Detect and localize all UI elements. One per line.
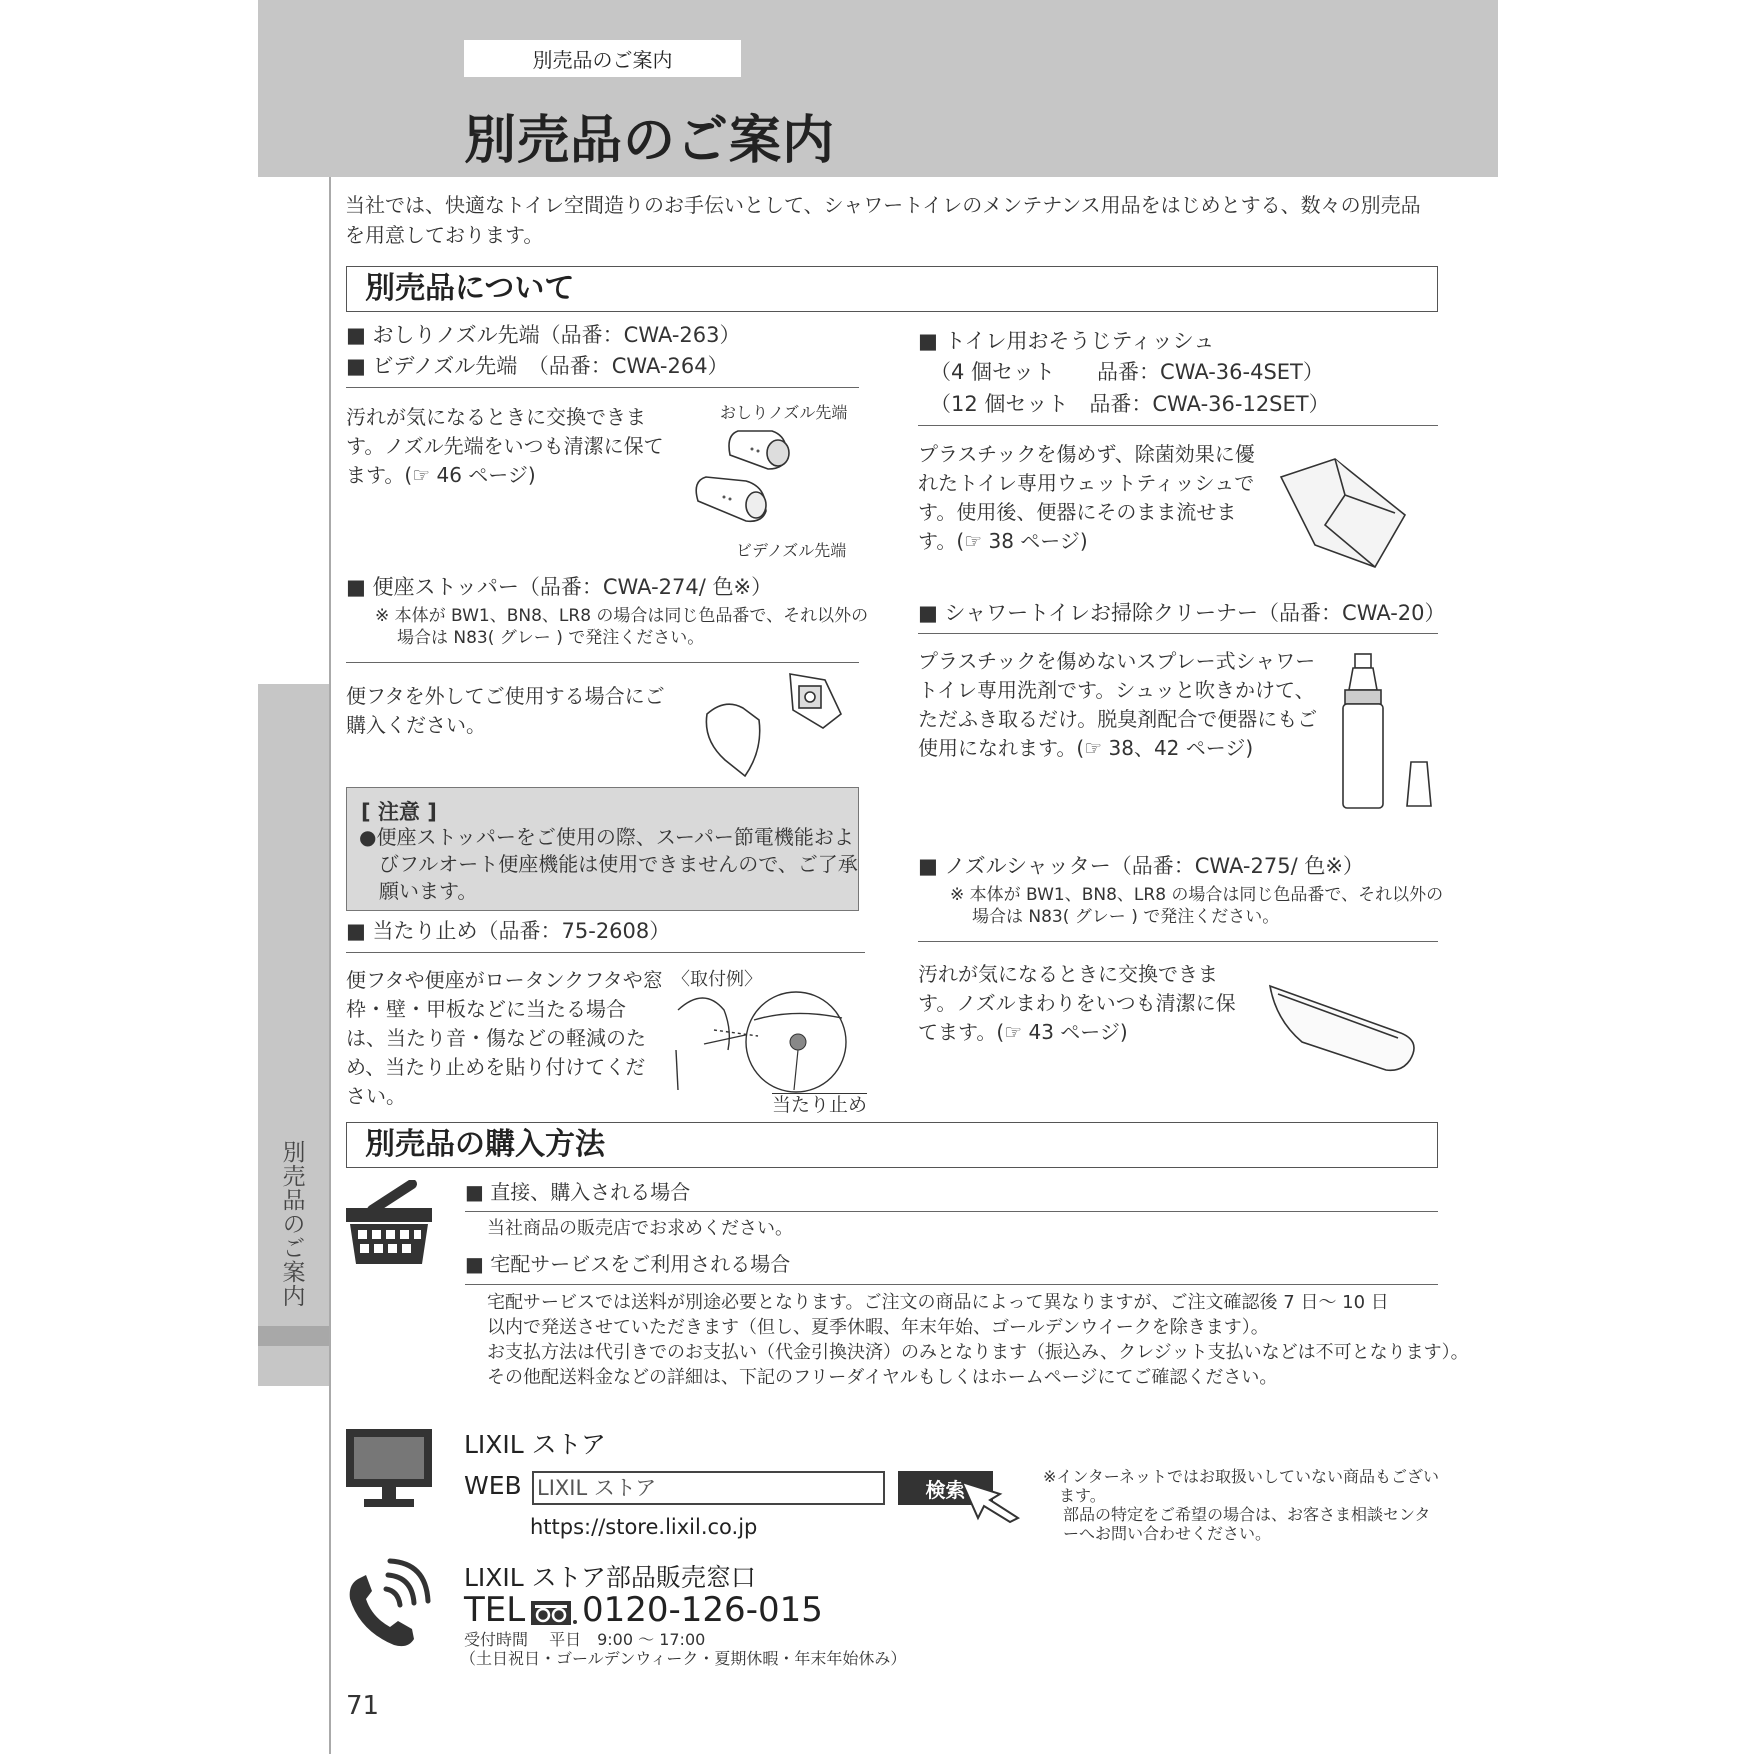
delivery-line: 宅配サービスでは送料が別途必要となります。ご注文の商品によって異なりますが、ご注文確認後 7 日～ 10 日	[487, 1292, 1389, 1313]
bumper-example-label: 〈取付例〉	[672, 969, 762, 990]
intro-text: 当社では、快適なトイレ空間造りのお手伝いとして、シャワートイレのメンテナンス用品をはじめとする、数々の別売品を用意しております。	[345, 193, 1421, 247]
shutter-note: ※ 本体が BW1、BN8、LR8 の場合は同じ色品番で、それ以外の場合は N83( グレー ) で発注ください。	[950, 885, 1444, 927]
store-note-1: ※インターネットではお取扱いしていない商品もございます。	[1043, 1467, 1439, 1505]
tissue-12set: （12 個セット 品番：CWA-36-12SET）	[930, 392, 1330, 416]
side-tab-stripe	[258, 1326, 329, 1346]
oshiri-label: おしりノズル先端	[720, 403, 848, 422]
nozzle-tips-illustration	[690, 425, 820, 537]
left-rule	[329, 177, 331, 1754]
page-number: 71	[346, 1691, 380, 1721]
caution-text: ●便座ストッパーをご使用の際、スーパー節電機能およびフルオート便座機能は使用できませんので、ご了承願います。	[359, 825, 858, 903]
divider	[918, 425, 1438, 426]
divider	[918, 633, 1438, 634]
phone-icon	[342, 1555, 438, 1651]
header-tab: 別売品のご案内	[464, 40, 741, 77]
divider	[346, 662, 859, 663]
divider	[346, 387, 859, 388]
nozzle-title-oshiri: ■ おしりノズル先端（品番：CWA-263）	[346, 323, 741, 347]
direct-purchase-text: 当社商品の販売店でお求めください。	[487, 1218, 793, 1239]
section-heading-purchase: 別売品の購入方法	[346, 1122, 1438, 1168]
bumper-mounting-illustration	[674, 990, 864, 1098]
bumper-desc: 便フタや便座がロータンクフタや窓枠・壁・甲板などに当たる場合は、当たり音・傷などの軽減のため、当たり止めを貼り付けてください。	[346, 968, 663, 1108]
tel-number[interactable]: 0120-126-015	[582, 1590, 823, 1630]
tissue-4set: （4 個セット 品番：CWA-36-4SET）	[930, 360, 1324, 384]
spray-bottle-illustration	[1335, 650, 1437, 812]
divider	[465, 1211, 1438, 1212]
nozzle-shutter-illustration	[1262, 980, 1422, 1080]
office-holidays: （土日祝日・ゴールデンウィーク・夏期休暇・年末年始休み）	[460, 1649, 907, 1668]
cleaner-title: ■ シャワートイレお掃除クリーナー（品番：CWA-20）	[918, 601, 1446, 625]
store-search-input[interactable]: LIXIL ストア	[532, 1471, 885, 1505]
stopper-note: ※ 本体が BW1、BN8、LR8 の場合は同じ色品番で、それ以外の場合は N83( グレー ) で発注ください。	[375, 606, 869, 648]
shutter-desc: 汚れが気になるときに交換できます。ノズルまわりをいつも清潔に保てます。(☞ 43 ページ)	[918, 962, 1236, 1044]
shopping-basket-icon	[342, 1180, 437, 1268]
store-url[interactable]: https://store.lixil.co.jp	[530, 1515, 758, 1539]
nozzle-desc: 汚れが気になるときに交換できます。ノズル先端をいつも清潔に保てます。(☞ 46 ページ)	[346, 405, 664, 487]
window-name: LIXIL ストア部品販売窓口	[464, 1563, 756, 1592]
seat-stopper-illustration	[695, 670, 845, 780]
tissue-desc: プラスチックを傷めず、除菌効果に優れたトイレ専用ウェットティッシュです。使用後、便器にそのまま流せます。(☞ 38 ページ)	[918, 442, 1255, 553]
store-note-2: 部品の特定をご希望の場合は、お客さま相談センターへお問い合わせください。	[1063, 1505, 1431, 1543]
divider	[346, 952, 865, 953]
divider	[918, 941, 1438, 942]
direct-purchase-title: ■ 直接、購入される場合	[465, 1180, 691, 1204]
caution-title: [ 注意 ]	[361, 800, 437, 824]
stopper-desc: 便フタを外してご使用する場合にご購入ください。	[346, 684, 665, 737]
nozzle-title-bide: ■ ビデノズル先端 （品番：CWA-264）	[346, 354, 729, 378]
free-dial-icon	[530, 1600, 578, 1626]
bumper-title: ■ 当たり止め（品番：75-2608）	[346, 919, 671, 943]
web-label: WEB	[464, 1471, 522, 1500]
delivery-line: お支払方法は代引きでのお支払い（代金引換決済）のみとなります（振込み、クレジット支払いなどは不可となります）。	[487, 1342, 1469, 1363]
cursor-arrow-icon	[960, 1478, 1024, 1524]
shutter-title: ■ ノズルシャッター（品番：CWA-275/ 色※）	[918, 854, 1364, 878]
delivery-title: ■ 宅配サービスをご利用される場合	[465, 1252, 791, 1276]
search-button[interactable]: 検索	[898, 1471, 993, 1505]
page-title: 別売品のご案内	[464, 111, 836, 171]
tissue-title: ■ トイレ用おそうじティッシュ	[918, 329, 1215, 353]
tel-label: TEL	[464, 1590, 526, 1630]
bide-label: ビデノズル先端	[736, 541, 847, 560]
delivery-line: その他配送料金などの詳細は、下記のフリーダイヤルもしくはホームページにてご確認ください。	[487, 1367, 1278, 1388]
monitor-icon	[344, 1427, 436, 1511]
delivery-line: 以内で発送させていただきます（但し、夏季休暇、年末年始、ゴールデンウイークを除きます）。	[487, 1317, 1269, 1338]
stopper-title: ■ 便座ストッパー（品番：CWA-274/ 色※）	[346, 575, 773, 599]
header-band	[258, 0, 1498, 177]
bumper-part-label: 当たり止め	[772, 1094, 868, 1116]
wet-tissue-pack-illustration	[1275, 455, 1415, 575]
side-label: 別売品のご案内	[278, 1140, 305, 1308]
divider	[465, 1284, 1438, 1285]
section-heading-about: 別売品について	[346, 266, 1438, 312]
store-name: LIXIL ストア	[464, 1430, 606, 1459]
office-hours: 受付時間 平日 9:00 ～ 17:00	[464, 1630, 706, 1649]
cleaner-desc: プラスチックを傷めないスプレー式シャワートイレ専用洗剤です。シュッと吹きかけて、ただふき取るだけ。脱臭剤配合で便器にもご使用になれます。(☞ 38、42 ページ)	[918, 649, 1318, 760]
caution-box	[346, 787, 859, 911]
